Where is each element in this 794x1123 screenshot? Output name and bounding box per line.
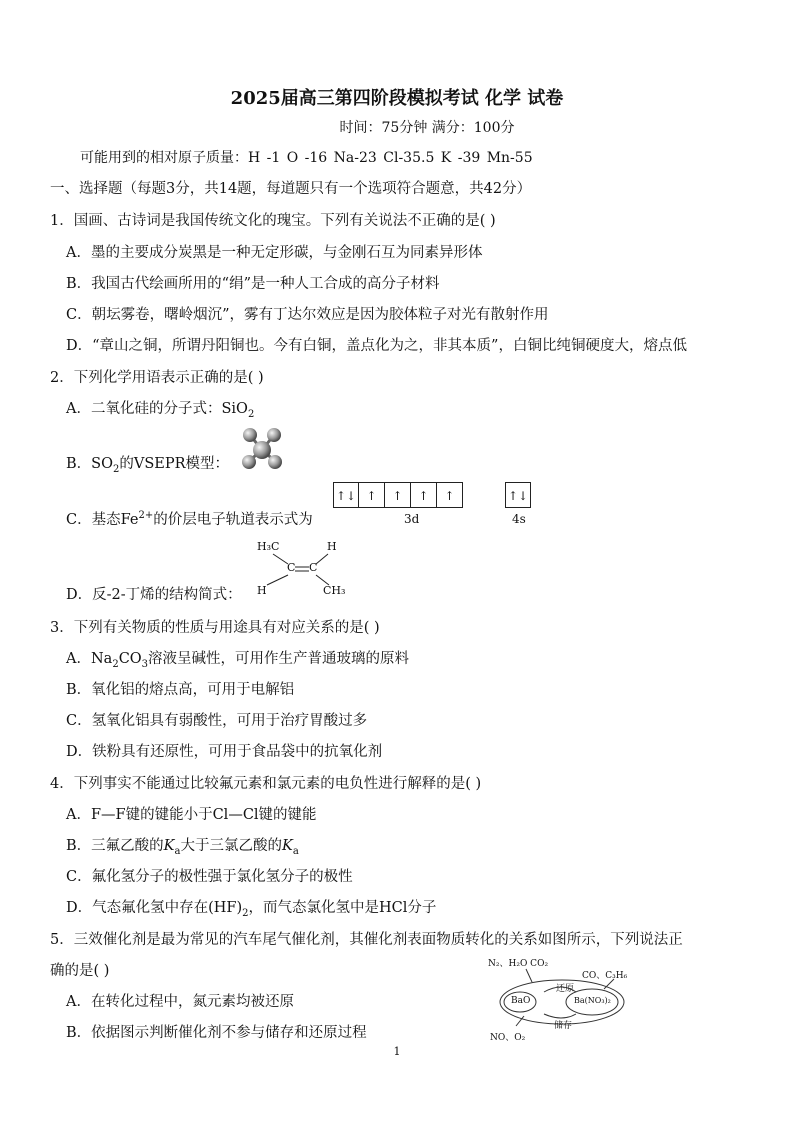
q1-option-c: C．朝坛雾卷，曙岭烟沉”，雾有丁达尔效应是因为胶体粒子对光有散射作用 — [66, 307, 549, 323]
q3-option-a: A．$Na_2CO_3$溶液呈碱性，可用作生产普通玻璃的原料 — [66, 651, 410, 670]
q4-option-b: B．三氟乙酸的$K_a$大于三氯乙酸的$K_a$ — [66, 838, 299, 857]
fig-bao-label: BaO — [511, 996, 531, 1006]
orbital-3d-box-3: ↑ — [385, 482, 411, 508]
orbital-3d-box-2: ↑ — [359, 482, 385, 508]
exam-info: 时间：75分钟 满分：100分 — [339, 120, 515, 136]
structure-bonds — [257, 540, 347, 604]
struct-c1: C — [287, 561, 296, 574]
q3-option-d: D．铁粉具有还原性，可用于食品袋中的抗氧化剂 — [66, 744, 383, 760]
orbital-3d-box-4: ↑ — [411, 482, 437, 508]
q5-stem-line2: 确的是( ) — [50, 963, 110, 979]
struct-h3c: H₃C — [257, 540, 280, 553]
q2-option-b: B．$SO_2$的VSEPR模型： — [66, 456, 230, 475]
q5-option-b: B．依据图示判断催化剂不参与储存和还原过程 — [66, 1025, 367, 1041]
q5-stem-line1: 5．三效催化剂是最为常见的汽车尾气催化剂，其催化剂表面物质转化的关系如图所示，下列说法正 — [50, 932, 683, 948]
orbital-4s-boxes — [505, 482, 531, 508]
fig-products-label: N₂、H₂O CO₂ — [488, 959, 549, 969]
orbital-3d-boxes — [333, 482, 463, 508]
q1-option-a: A．墨的主要成分炭黑是一种无定形碳，与金刚石互为同素异形体 — [66, 245, 483, 261]
q4-option-d: D．气态氟化氢中存在$(HF)_2$，而气态氯化氢中是HCl分子 — [66, 900, 437, 919]
q3-option-c: C．氢氧化铝具有弱酸性，可用于治疗胃酸过多 — [66, 713, 368, 729]
q2-stem: 2．下列化学用语表示正确的是( ) — [50, 370, 264, 386]
q5-option-a: A．在转化过程中，氮元素均被还原 — [66, 994, 294, 1010]
fig-ba-nitrate-label: Ba(NO₃)₂ — [574, 996, 611, 1005]
atomic-masses: 可能用到的相对原子质量：H -1 O -16 Na-23 Cl-35.5 K -39 Mn-55 — [80, 150, 533, 166]
page-number: 1 — [393, 1045, 401, 1058]
q2-option-d: D．反-2-丁烯的结构简式： — [66, 587, 242, 603]
q3-stem: 3．下列有关物质的性质与用途具有对应关系的是( ) — [50, 620, 380, 636]
fig-reductants-label: CO、C₃H₆ — [582, 971, 628, 981]
fig-reduce-label: 还原 — [556, 984, 575, 994]
orbital-3d-box-5: ↑ — [437, 482, 463, 508]
struct-c2: C — [309, 561, 318, 574]
orbital-3d-label: 3d — [404, 512, 420, 526]
orbital-4s-label: 4s — [512, 512, 526, 526]
trans-2-butene-structure — [257, 540, 347, 604]
section-heading: 一、选择题（每题3分，共14题，每道题只有一个选项符合题意，共42分） — [50, 181, 532, 197]
q1-option-d: D．“章山之铜，所谓丹阳铜也。今有白铜，盖点化为之，非其本质”，白铜比纯铜硬度大，熔点低 — [66, 338, 687, 354]
struct-h-bottom: H — [257, 584, 267, 597]
so2-vsepr-model-image — [240, 425, 286, 471]
q1-option-b: B．我国古代绘画所用的“绢”是一种人工合成的高分子材料 — [66, 276, 440, 292]
q4-option-c: C．氟化氢分子的极性强于氯化氢分子的极性 — [66, 869, 353, 885]
q2-option-c: C．基态$Fe^{2+}$的价层电子轨道表示式为 — [66, 510, 313, 528]
q4-stem: 4．下列事实不能通过比较氟元素和氯元素的电负性进行解释的是( ) — [50, 776, 482, 792]
struct-h-top: H — [327, 540, 337, 553]
q2-option-a: A．二氧化硅的分子式：SiO$_2$ — [66, 401, 255, 420]
fig-reactants-label: NO、O₂ — [490, 1033, 526, 1043]
q4-option-a: A．F—F键的键能小于Cl—Cl键的键能 — [66, 807, 317, 823]
catalyst-diagram — [486, 954, 656, 1044]
orbital-4s-box: ↑↓ — [505, 482, 531, 508]
q1-stem: 1．国画、古诗词是我国传统文化的瑰宝。下列有关说法不正确的是( ) — [50, 213, 496, 229]
fig-store-label: 储存 — [554, 1021, 573, 1031]
exam-title: 2025届高三第四阶段模拟考试 化学 试卷 — [230, 88, 564, 109]
orbital-3d-box-1: ↑↓ — [333, 482, 359, 508]
q3-option-b: B．氧化铝的熔点高，可用于电解铝 — [66, 682, 295, 698]
struct-ch3: CH₃ — [323, 584, 346, 597]
